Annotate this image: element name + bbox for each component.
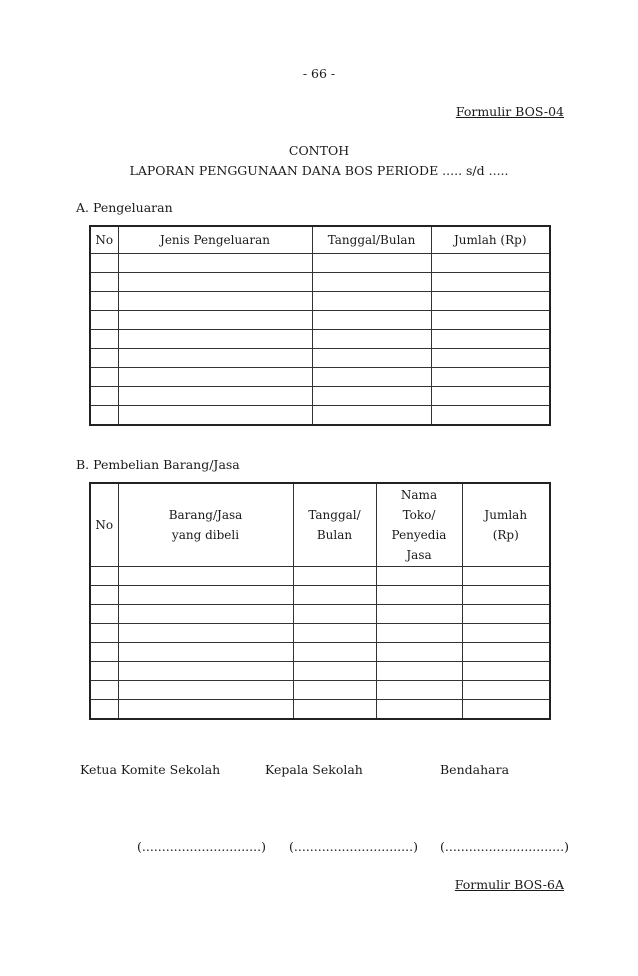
col-header-store: Nama Toko/ Penyedia Jasa: [376, 483, 462, 566]
table-row: [90, 566, 550, 585]
table-row: [90, 604, 550, 623]
table-row: [90, 291, 550, 310]
heading-subtitle: LAPORAN PENGGUNAAN DANA BOS PERIODE ..... s/d .....: [129, 163, 509, 178]
col-header-expense-type: Jenis Pengeluaran: [118, 226, 312, 253]
col-header-amount: Jumlah (Rp): [431, 226, 550, 253]
signature-title-committee: Ketua Komite Sekolah: [80, 762, 221, 777]
table-row: [90, 642, 550, 661]
table-row: [90, 699, 550, 719]
form-code-top: Formulir BOS-04: [455, 104, 564, 119]
signature-line-committee: (..............................): [137, 839, 266, 854]
col-header-no: No: [90, 226, 118, 253]
signature-line-treasurer: (..............................): [440, 839, 569, 854]
table-row: [90, 405, 550, 425]
table-row: [90, 623, 550, 642]
table-row: [90, 661, 550, 680]
purchase-table: [89, 482, 551, 720]
table-row: [90, 253, 550, 272]
section-b-title: B. Pembelian Barang/Jasa: [76, 457, 240, 472]
col-header-item: Barang/Jasa yang dibeli: [118, 483, 293, 566]
table-row: [90, 348, 550, 367]
col-header-no: No: [90, 483, 118, 566]
signature-title-principal: Kepala Sekolah: [265, 762, 363, 777]
section-a-title: A. Pengeluaran: [76, 200, 173, 215]
expenditure-table: [89, 225, 551, 426]
col-header-date: Tanggal/Bulan: [312, 226, 431, 253]
table-row: [90, 386, 550, 405]
signature-line-principal: (..............................): [289, 839, 418, 854]
table-row: [90, 367, 550, 386]
table-row: [90, 329, 550, 348]
table-row: [90, 272, 550, 291]
page-number: - 66 -: [302, 66, 336, 81]
heading-title: CONTOH: [288, 143, 350, 158]
table-row: [90, 585, 550, 604]
col-header-amount: Jumlah (Rp): [462, 483, 550, 566]
signature-title-treasurer: Bendahara: [440, 762, 510, 777]
table-row: [90, 680, 550, 699]
form-code-bottom: Formulir BOS-6A: [454, 877, 564, 892]
col-header-date: Tanggal/ Bulan: [293, 483, 376, 566]
table-row: [90, 310, 550, 329]
